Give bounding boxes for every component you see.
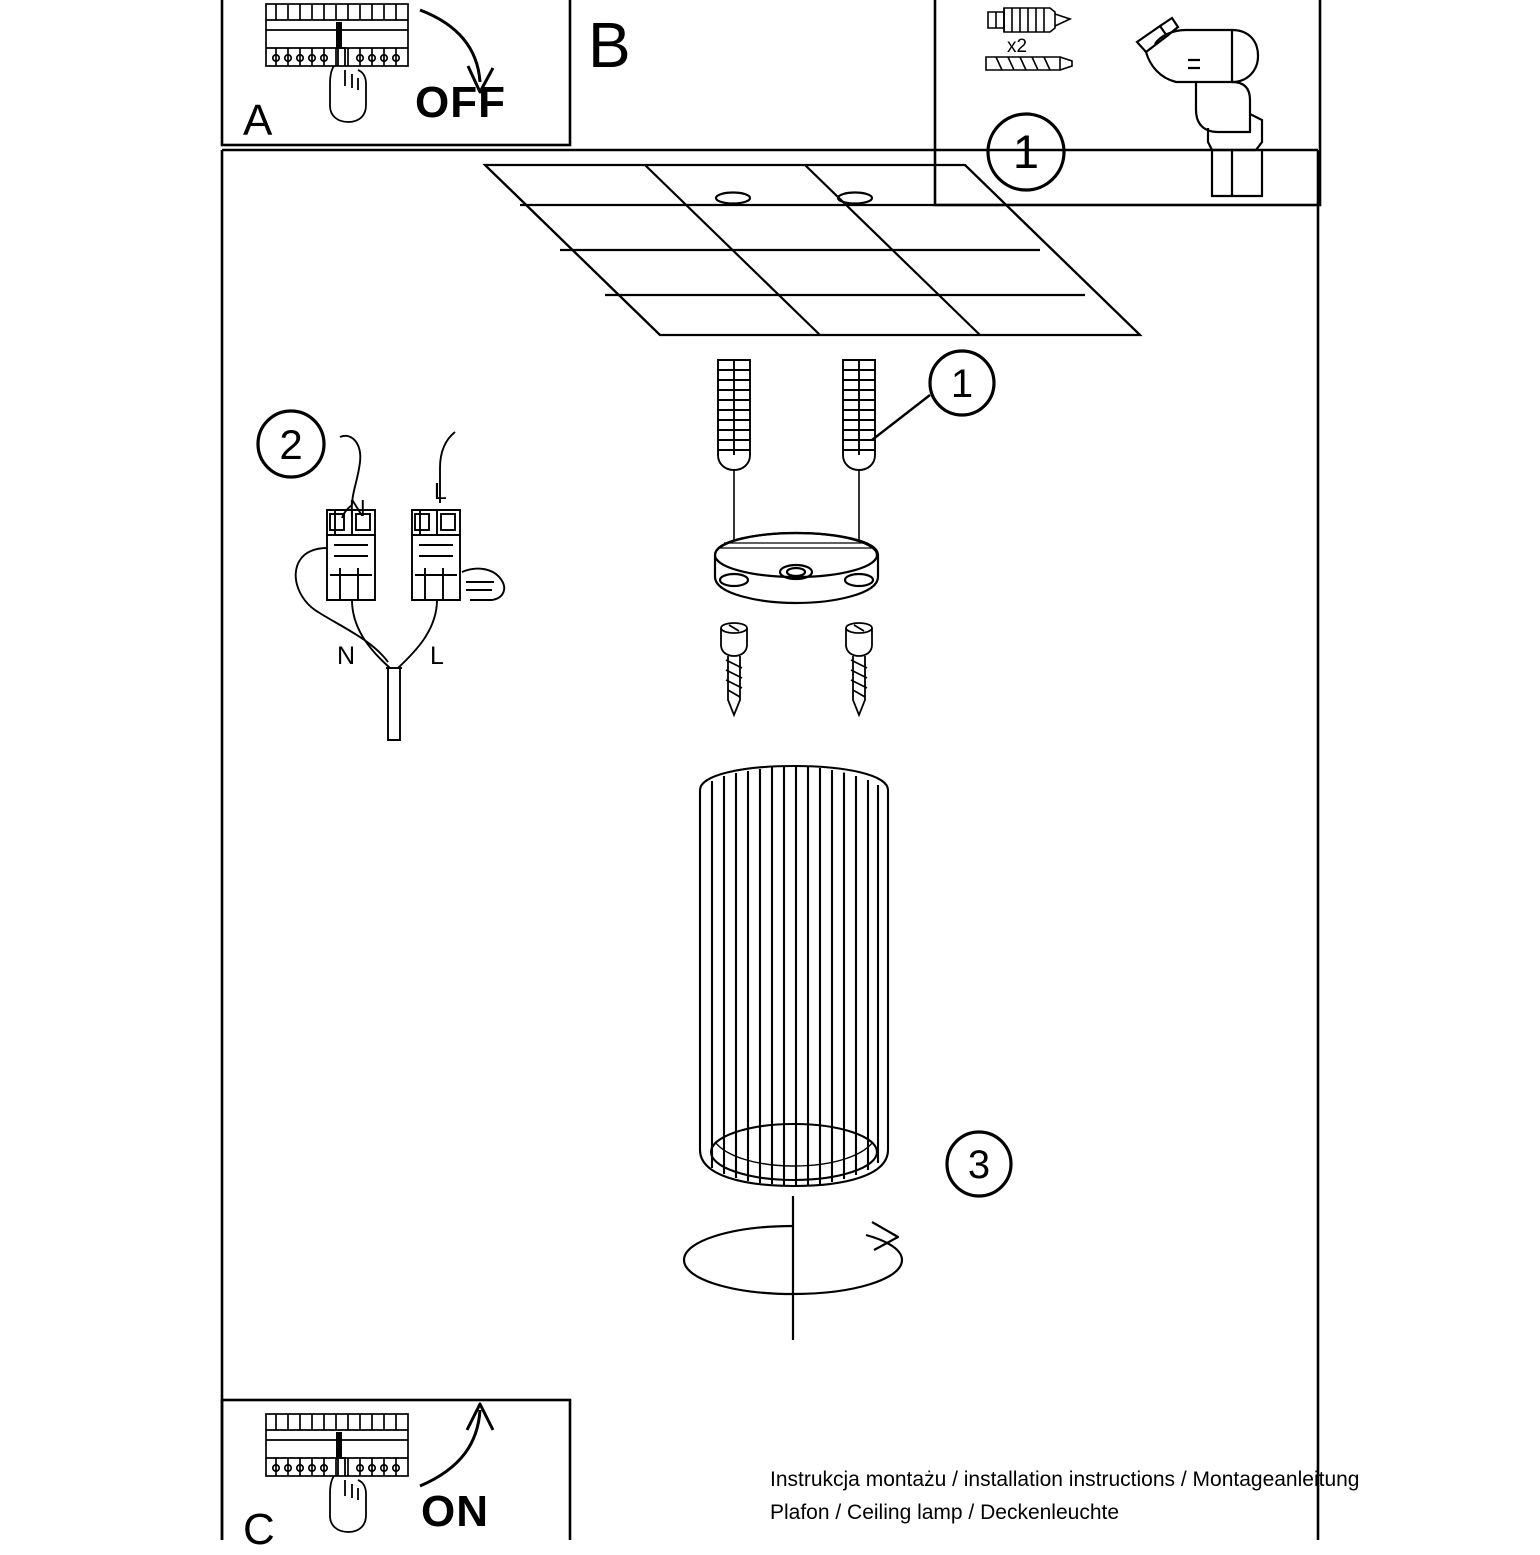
quantity-label: x2	[1007, 36, 1028, 57]
main-step-1-number: 1	[950, 362, 974, 406]
footer-text	[770, 1463, 1360, 1529]
panel-a-action-label: OFF	[415, 78, 506, 127]
panel-c-letter: C	[243, 1505, 275, 1554]
terminal-live-label: L	[434, 478, 447, 504]
panel-b-letter: B	[588, 9, 631, 81]
footer-line-2: Plafon / Ceiling lamp / Deckenleuchte	[770, 1501, 1120, 1524]
step-1-badge-number: 1	[1012, 125, 1040, 178]
step-2-badge-number: 2	[279, 421, 303, 468]
step-3-badge-number: 3	[967, 1143, 991, 1187]
cable-live-label: L	[430, 642, 444, 670]
panel-c-action-label: ON	[421, 1487, 489, 1536]
terminal-neutral-label: N	[349, 495, 366, 521]
footer-line-1: Instrukcja montażu / installation instructions / Montageanleitung	[770, 1468, 1360, 1491]
panel-a-letter: A	[243, 96, 273, 145]
cable-neutral-label: N	[337, 642, 356, 670]
